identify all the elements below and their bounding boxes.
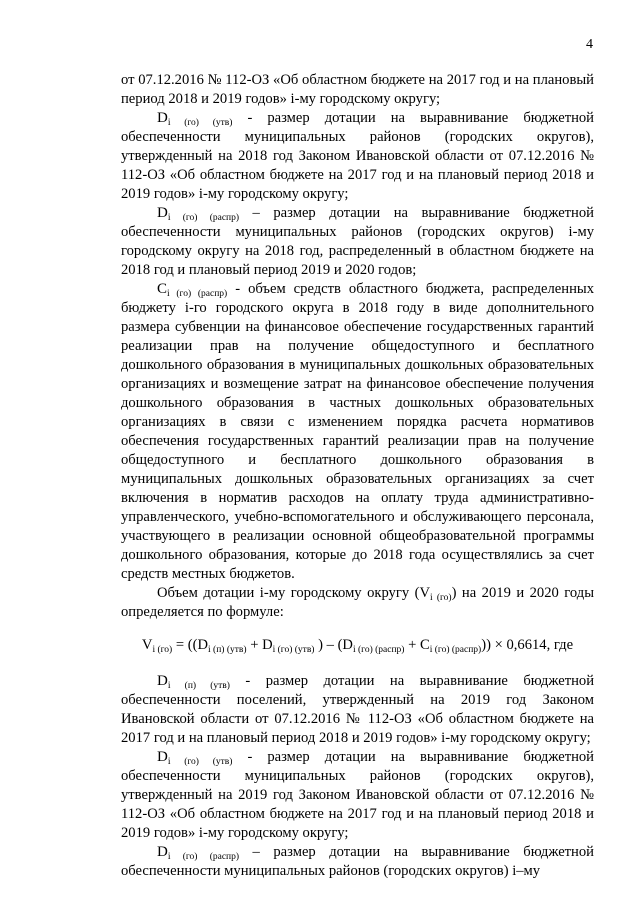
text-run: = ((D — [172, 637, 209, 653]
subscript: i (го) — [152, 645, 173, 655]
paragraph — [121, 280, 594, 584]
variable-symbol: D — [157, 673, 168, 689]
subscript: i (го) (распр) — [167, 289, 228, 299]
subscript: i (п) (утв) — [167, 681, 230, 691]
variable-symbol: D — [157, 844, 168, 860]
variable-symbol: D — [157, 205, 168, 221]
subscript: i (го) (утв) — [167, 757, 233, 767]
subscript: i (го) (распр) — [167, 852, 240, 862]
text-run: + D — [246, 637, 273, 653]
document-body — [121, 71, 594, 881]
subscript: i (го) (распр) — [167, 213, 240, 223]
paragraph — [121, 672, 594, 748]
paragraph — [121, 71, 594, 109]
subscript: i (го) — [430, 593, 452, 603]
variable-symbol: С — [157, 281, 168, 297]
text-run: от 07.12.2016 № 112-ОЗ «Об областном бюджете на 2017 год и на плановый период 2018 и 2019 годов» i-му городскому округу; — [121, 72, 594, 107]
subscript: i (го) (утв) — [272, 645, 315, 655]
text-run: - размер дотации на выравнивание бюджетной обеспеченности поселений, утвержденный на 2019 год Законом Ивановской области от 07.12.2016 № 112-ОЗ «Об областном бюджете на 2017 год и на плановый период 2018 и 2019 годов» i-му городскому округу; — [121, 673, 594, 746]
formula — [121, 636, 594, 655]
variable-symbol: D — [157, 749, 168, 765]
subscript: i (п) (утв) — [208, 645, 247, 655]
text-run: - объем средств областного бюджета, распределенных бюджету i-го городского округа в 2018 году в виде дополнительного размера субвенции на финансовое обеспечение государственных гарантий реализации прав на получение общедоступного и бесплатного дошкольного образования в муниципальных дошкольных образовательных организациях и возмещение затрат на финансовое обеспечение получения дошкольного образования в частных дошкольных образовательных организациях в связи с изменением порядка расчета нормативов обеспечения государственных гарантий реализации прав на получение общедоступного и бесплатного дошкольного образования в муниципальных дошкольных образовательных организациях за счет включения в норматив расходов на оплату труда административно-управленческого, учебно-вспомогательного и обслуживающего персонала, участвующего в реализации основной общеобразовательной программы дошкольного образования, которые до 2018 года осуществлялись за счет средств местных бюджетов. — [121, 281, 594, 582]
paragraph — [121, 204, 594, 280]
text-run: + С — [404, 637, 430, 653]
text-run: – размер дотации на выравнивание бюджетной обеспеченности муниципальных районов (городских округов) i–му — [121, 844, 594, 879]
subscript: i (го) (распр) — [352, 645, 405, 655]
text-run: Объем дотации i-му городскому округу (V — [157, 585, 431, 601]
text-run: - размер дотации на выравнивание бюджетной обеспеченности муниципальных районов (городских округов), утвержденный на 2018 год Законом Ивановской области от 07.12.2016 № 112-ОЗ «Об областном бюджете на 2017 год и на плановый период 2018 и 2019 годов» i-му городскому округу; — [121, 110, 594, 202]
subscript: i (го) (распр) — [429, 645, 482, 655]
paragraph — [121, 584, 594, 622]
text-run: - размер дотации на выравнивание бюджетной обеспеченности муниципальных районов (городских округов), утвержденный на 2019 год Законом Ивановской области от 07.12.2016 № 112-ОЗ «Об областном бюджете на 2017 год и на плановый период 2018 и 2019 годов» i-му городскому округу; — [121, 749, 594, 841]
variable-symbol: D — [157, 110, 168, 126]
paragraph — [121, 109, 594, 204]
paragraph — [121, 843, 594, 881]
paragraph — [121, 748, 594, 843]
text-run: – размер дотации на выравнивание бюджетной обеспеченности муниципальных районов (городских округов) i-му городскому округу на 2018 год, распределенный в областном бюджете на 2018 год и плановый период 2019 и 2020 годов; — [121, 205, 594, 278]
text-run: ) на 2019 и 2020 годы определяется по формуле: — [121, 585, 594, 620]
text-run: V — [141, 637, 153, 653]
text-run: )) × 0,6614, где — [481, 637, 574, 653]
page-number: 4 — [586, 37, 593, 52]
subscript: i (го) (утв) — [167, 118, 233, 128]
text-run: ) – (D — [314, 637, 353, 653]
